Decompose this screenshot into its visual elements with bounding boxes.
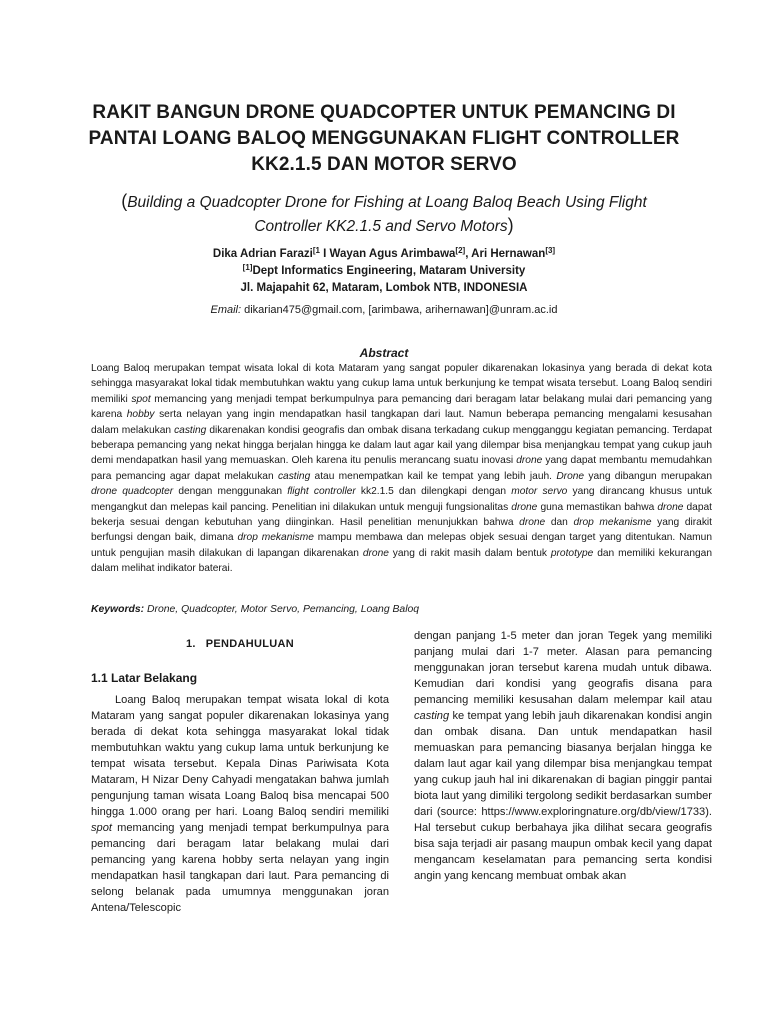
subsection-heading: 1.1 Latar Belakang — [91, 671, 198, 685]
author-names — [90, 246, 678, 263]
affiliation — [90, 263, 678, 280]
left-paragraph: Loang Baloq merupakan tempat wisata lokal di kota Mataram yang sangat populer dikarenakan lokasinya yang berada di dekat kota sehingga masyarakat lokal tidak membutuhkan waktu yang cukup lama untuk berkunjung ke tempat wisata tersebut. Kepala Dinas Pariwisata Kota Mataram, H Nizar Deny Cahyadi mengatakan bahwa jumlah pengunjung taman wisata Loang Baloq bisa mencapai 500 hingga 1.000 orang per hari. Loang Baloq sendiri memiliki spot memancing yang menjadi tempat berkumpulnya para pemancing dari beragam latar belakang mulai dari pemancing yang karena hobby serta nelayan yang ingin mendapatkan hasil tangkapan dari laut. Para pemancing di selong belanak pada umumnya menggunakan joran Antena/Telescopic — [91, 694, 389, 914]
left-column — [91, 632, 389, 916]
email-value: dikarian475@gmail.com, [arimbawa, arihernawan]@unram.ac.id — [241, 304, 558, 316]
affiliation-text: Dept Informatics Engineering, Mataram University — [252, 265, 526, 277]
author-block — [90, 246, 678, 297]
right-column — [414, 628, 712, 884]
email-line — [90, 302, 678, 318]
email-label: Email: — [210, 304, 242, 316]
right-paragraph: dengan panjang 1-5 meter dan joran Tegek yang memiliki panjang mulai dari 1-7 meter. Alasan para pemancing menggunakan joran tersebut karena mudah untuk dibawa. Kemudian dari kondisi yang geografis disana para pemancing memiliki kesusahan dalam melempar kail atau casting ke tempat yang lebih jauh dikarenakan kondisi angin dan ombak disana. Dan untuk mendapatkan hasil memuaskan para pemancing biasanya berjalan hingga ke dalam laut agar kail yang dilempar bisa menjangkau tempat yang cukup jauh hal ini dikarenakan di bagian pinggir pantai biota laut yang dimiliki tergolong sedikit berdasarkan sumber dari (source: https://www.exploringnature.org/db/view/1733). Hal tersebut cukup berbahaya jika dilihat secara geografis bisa saja terjadi air pasang maupun ombak kecil yang dapat mengancam keselamatan para pemancing serta kondisi angin yang kencang membuat ombak akan — [414, 630, 712, 882]
author-2: I Wayan Agus Arimbawa — [319, 248, 456, 260]
affiliation-mark: [1] — [242, 263, 253, 272]
author-3-mark: [3] — [545, 246, 556, 255]
keywords-line — [91, 602, 712, 617]
address: Jl. Majapahit 62, Mataram, Lombok NTB, INDONESIA — [240, 282, 528, 294]
abstract-text: Loang Baloq merupakan tempat wisata lokal di kota Mataram yang sangat populer dikarenakan lokasinya yang berada di dekat kota sehingga masyarakat lokal tidak membutuhkan waktu yang cukup lama untuk berkunjung ke tempat wisata tersebut. Loang Baloq sendiri memiliki spot memancing yang menjadi tempat berkumpulnya para pemancing dari beragam latar belakang mulai dari pemancing yang karena hobby serta nelayan yang ingin mendapatkan hasil tangkapan dari laut. Namun beberapa pemancing mengalami kesusahan dalam melakukan casting dikarenakan kondisi geografis dan ombak disana terkadang cukup mengganggu kegiatan pemancing. Terdapat beberapa pemancing yang nekat hingga berjalan hingga ke dalam laut agar kail yang dilempar bisa menjangkau tempat yang cukup jauh demi mendapatkan hasil yang memuaskan. Oleh karena itu penulis merancang suatu inovasi drone yang dapat membantu memudahkan para pemancing agar dapat melakukan casting atau menempatkan kail ke tempat yang lebih jauh. Drone yang dibangun merupakan drone quadcopter dengan menggunakan flight controller kk2.1.5 dan dilengkapi dengan motor servo yang dirancang khusus untuk mengangkut dan melepas kail pancing. Penelitian ini dilakukan untuk menguji fungsionalitas drone guna memastikan bahwa drone dapat bekerja sesuai dengan kebutuhan yang diinginkan. Hasil penelitian menunjukkan bahwa drone dan drop mekanisme yang dirakit berfungsi dengan baik, dimana drop mekanisme mampu membawa dan melepas objek sesuai dengan target yang ditentukan. Namun untuk pengujian masih dilakukan di lapangan dikarenakan drone yang di rakit masih dalam bentuk prototype dan memiliki kekurangan dalam melihat indikator baterai. — [91, 363, 713, 575]
section-title: PENDAHULUAN — [205, 638, 295, 650]
subtitle-open-paren: ( — [121, 191, 128, 211]
subtitle-text: Building a Quadcopter Drone for Fishing at Loang Baloq Beach Using Flight Controller KK2.1.5 and Servo Motors — [127, 194, 647, 235]
section-number: 1. — [185, 638, 196, 650]
keywords-value: Drone, Quadcopter, Motor Servo, Pemancing, Loang Baloq — [144, 604, 420, 615]
paper-subtitle — [90, 190, 678, 238]
author-3: , Ari Hernawan — [465, 248, 546, 260]
subtitle-close-paren: ) — [507, 215, 514, 235]
keywords-label: Keywords: — [91, 604, 145, 615]
author-1: Dika Adrian Farazi — [212, 248, 313, 260]
paper-title: RAKIT BANGUN DRONE QUADCOPTER UNTUK PEMANCING DI PANTAI LOANG BALOQ MENGGUNAKAN FLIGHT CONTROLLER KK2.1.5 DAN MOTOR SERVO — [88, 102, 680, 175]
section-heading — [91, 636, 389, 652]
author-2-mark: [2] — [455, 246, 466, 255]
author-1-mark: [1 — [312, 246, 320, 255]
abstract-heading: Abstract — [359, 346, 409, 360]
